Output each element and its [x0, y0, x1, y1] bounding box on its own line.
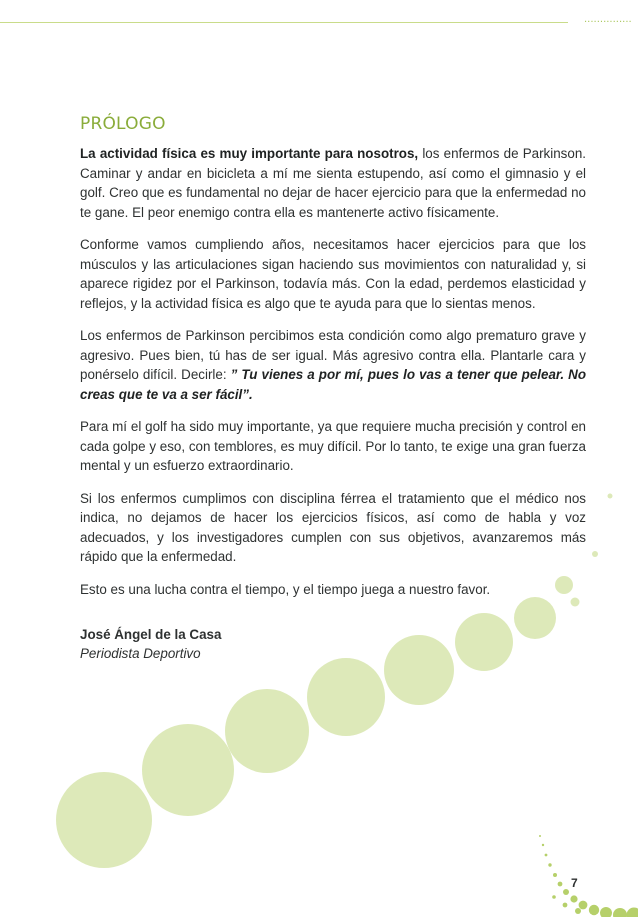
dot-2 [542, 844, 544, 846]
dot-5 [553, 873, 557, 877]
paragraph-1-text: los enfermos de Parkinson. Caminar y andar en bicicleta a mí me sienta estupendo, así como el gimnasio y el golf. Creo que es fundamental no dejar de hacer ejercicio para que la enfermedad no te gane. El peor enemigo contra ella es mantenerte activo físicamente. [80, 146, 586, 220]
paragraph-3-text: Los enfermos de Parkinson percibimos esta condición como algo prematuro grave y agresivo. Pues bien, tú has de ser igual. Más agresivo contra ella. Plantarle cara y ponérselo difícil. Decirle: [80, 328, 586, 382]
dot-4 [548, 863, 551, 866]
dot-9 [579, 901, 588, 910]
circle-11 [608, 494, 613, 499]
paragraph-1-bold-lead: La actividad física es muy importante para nosotros, [80, 146, 419, 161]
paragraph-3-quote: ” Tu vienes a por mí, pues lo vas a tener que pelear. No creas que te va a ser fácil”. [80, 367, 586, 402]
circle-2 [142, 724, 234, 816]
dot-7 [563, 889, 569, 895]
circle-4 [307, 658, 385, 736]
paragraph-4: Para mí el golf ha sido muy importante, ya que requiere mucha precisión y control en cada golpe y eso, con temblores, es muy difícil. Por lo tanto, te exige una gran fuerza mental y un esfuerzo extraordinario. [80, 419, 586, 473]
dot-10 [589, 905, 599, 915]
page-number: 7 [571, 876, 578, 890]
dot-11 [600, 907, 612, 917]
top-dotted-line: ............... [584, 14, 632, 25]
paragraph-3 [80, 326, 586, 404]
prologue-title: PRÓLOGO [80, 114, 166, 134]
paragraph-6: Esto es una lucha contra el tiempo, y el tiempo juega a nuestro favor. [80, 581, 491, 597]
dot-15 [563, 903, 568, 908]
author-role: Periodista Deportivo [80, 646, 201, 661]
prologue-section [80, 114, 586, 661]
circle-10 [592, 551, 598, 557]
paragraph-1 [80, 144, 586, 222]
dot-16 [552, 895, 556, 899]
circle-3 [225, 689, 309, 773]
author-name: José Ángel de la Casa [80, 627, 222, 642]
dot-6 [558, 882, 563, 887]
dot-14 [575, 908, 581, 914]
dot-3 [545, 854, 548, 857]
dot-1 [539, 835, 541, 837]
dot-8 [570, 895, 577, 902]
dot-12 [613, 908, 627, 917]
paragraph-2: Conforme vamos cumpliendo años, necesitamos hacer ejercicios para que los músculos y las articulaciones sigan haciendo sus movimientos con naturalidad y, si aparece rigidez por el Parkinson, todavía más. Con la edad, perdemos elasticidad y reflejos, y la actividad física es algo que te ayuda para que lo sientas menos. [80, 237, 586, 311]
paragraph-5: Si los enfermos cumplimos con disciplina férrea el tratamiento que el médico nos indica, no dejamos de hacer los ejercicios físicos, así como de habla y voz adecuados, y los investigadores cumplen con sus objetivos, avanzaremos más rápido que la enfermedad. [80, 490, 586, 564]
circle-1 [56, 772, 152, 868]
dot-13 [627, 908, 638, 917]
